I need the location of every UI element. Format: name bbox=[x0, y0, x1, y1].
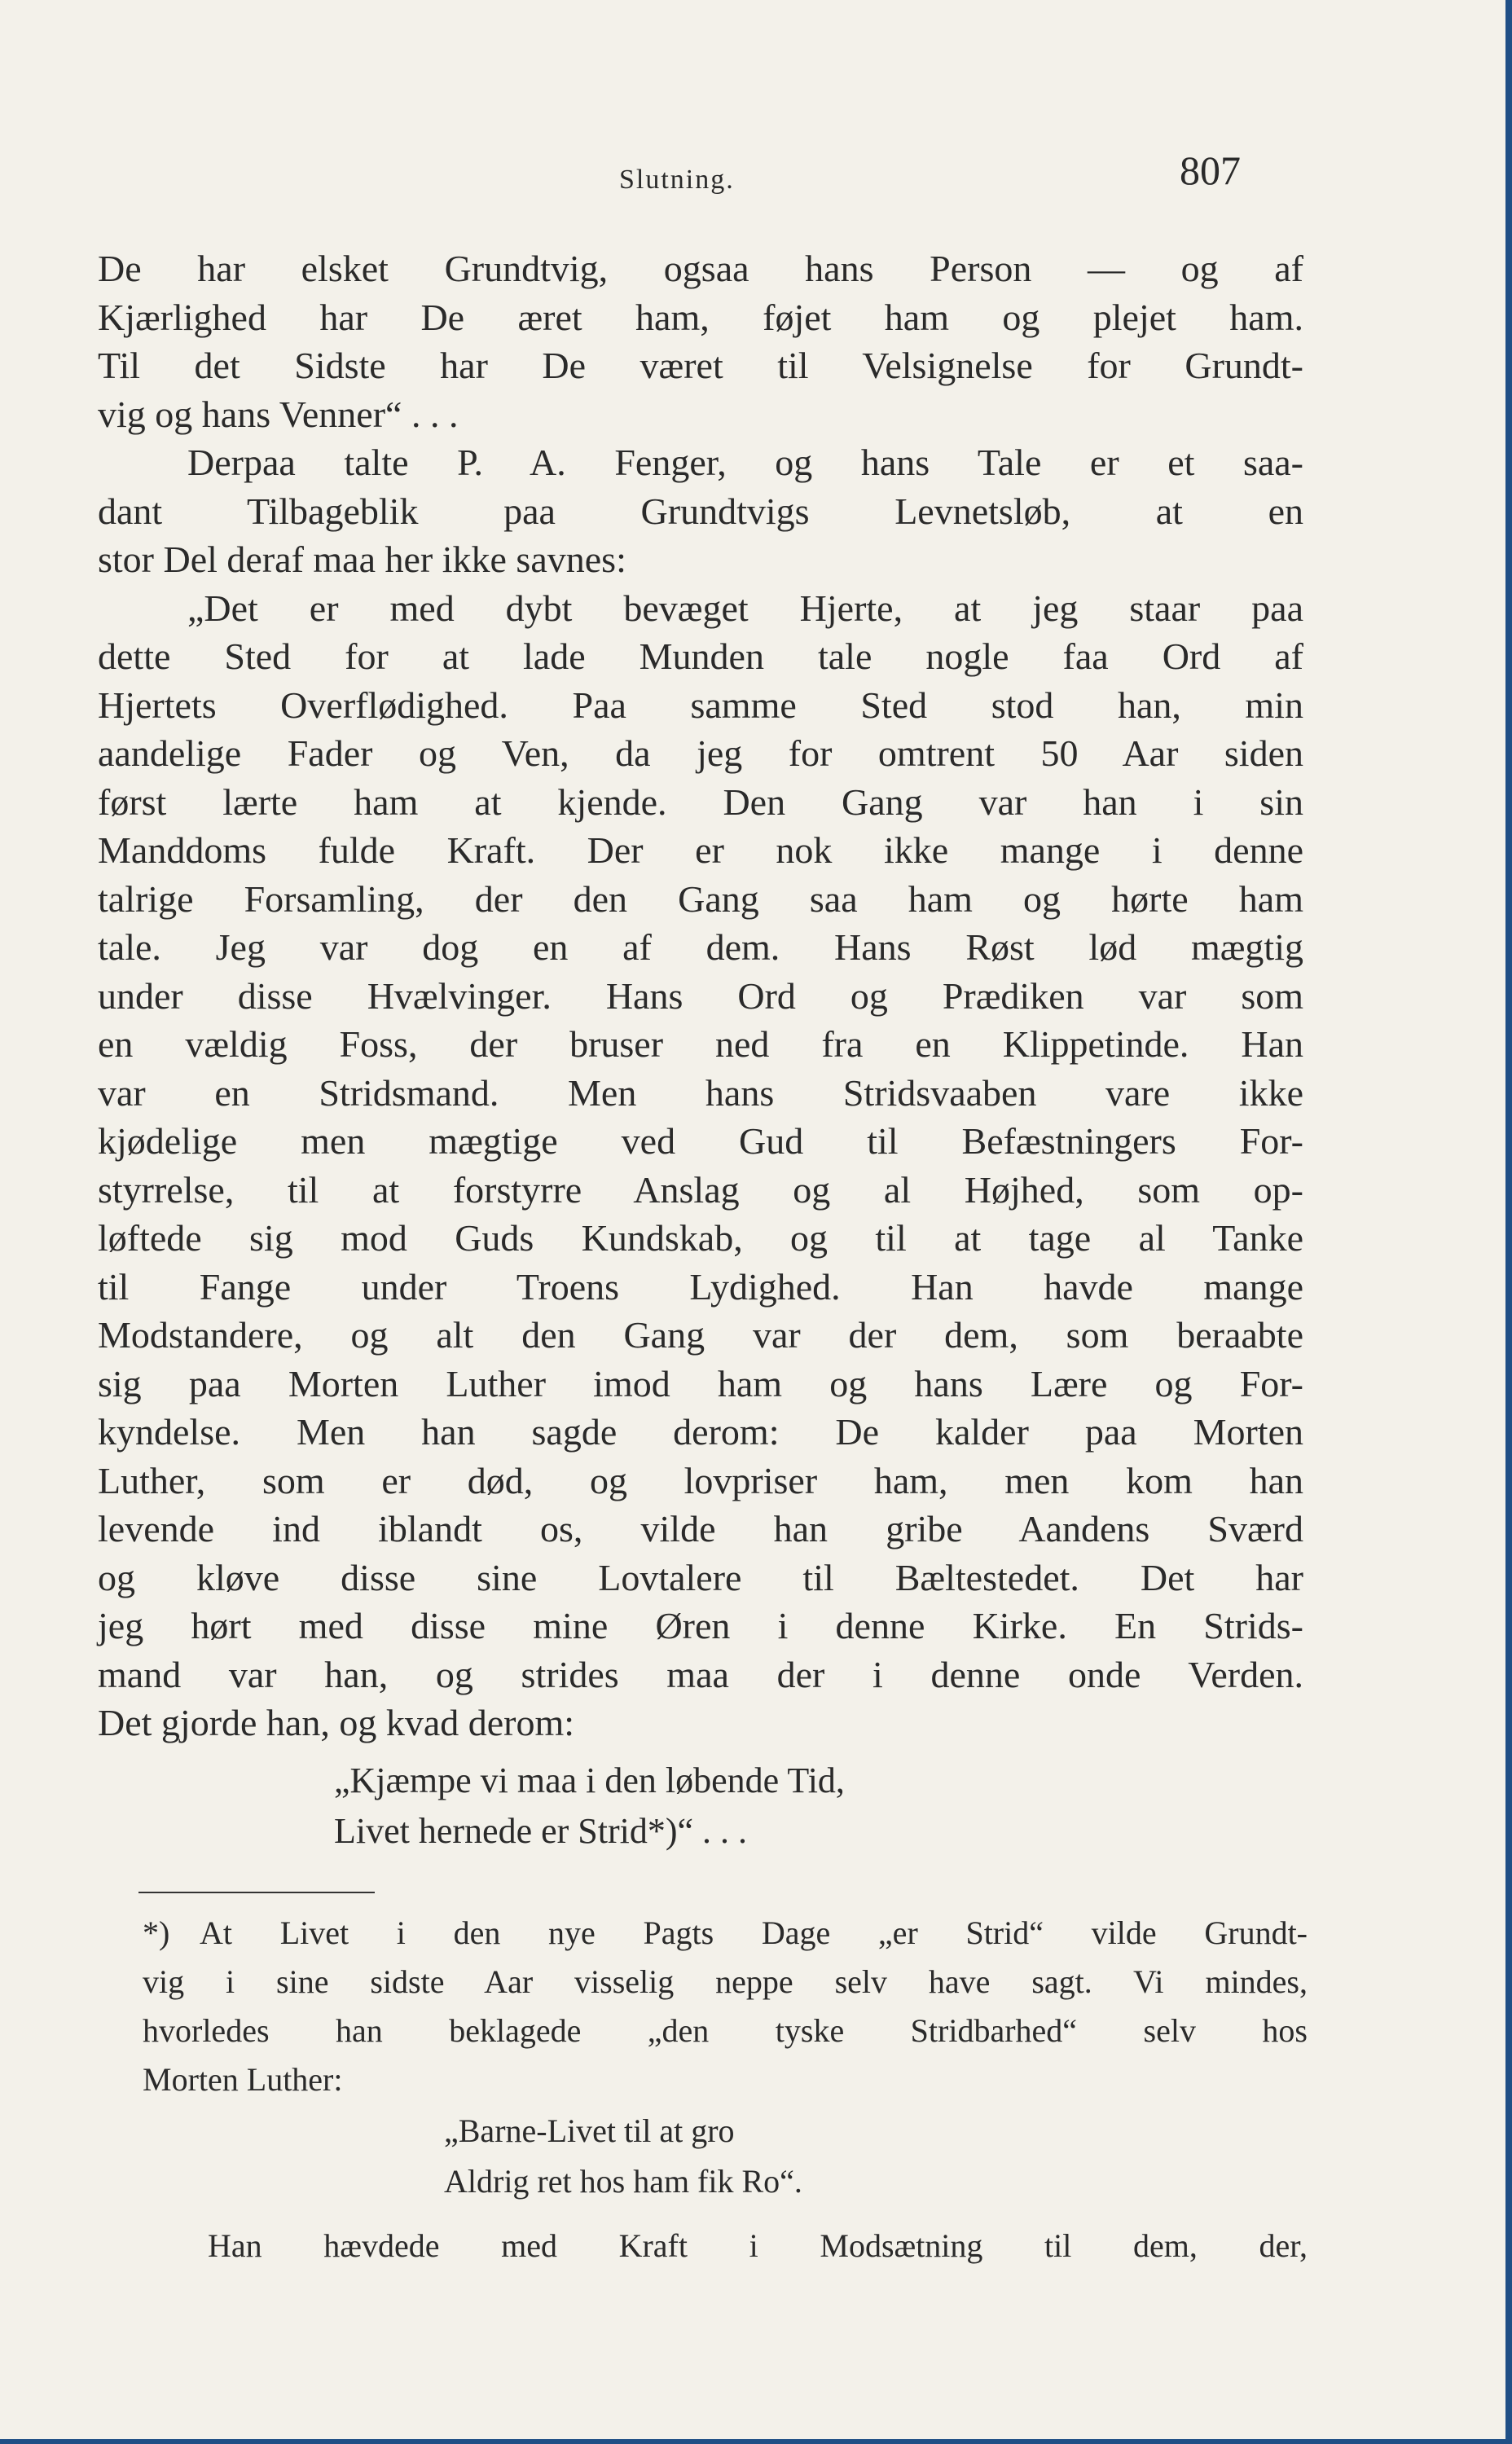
text-line: stor Del deraf maa her ikke savnes: bbox=[98, 538, 626, 580]
text-line: Manddoms fulde Kraft. Der er nok ikke mange i denne bbox=[98, 829, 1303, 871]
text-line: og kløve disse sine Lovtalere til Bæltestedet. Det har bbox=[98, 1556, 1303, 1598]
main-text bbox=[98, 244, 1303, 1747]
verse-line: „Barne-Livet til at gro bbox=[444, 2112, 735, 2149]
verse-line: Livet hernede er Strid*)“ . . . bbox=[334, 1811, 748, 1851]
footnote bbox=[143, 1909, 1308, 2104]
footnote-line bbox=[143, 1909, 1308, 1958]
text-line: var en Stridsmand. Men hans Stridsvaaben vare ikke bbox=[98, 1071, 1303, 1114]
text-line: kjødelige men mægtige ved Gud til Befæstningers For- bbox=[98, 1120, 1303, 1162]
footnote-line: vig i sine sidste Aar visselig neppe selv have sagt. Vi mindes, bbox=[143, 1963, 1308, 2000]
text-line: Hjertets Overflødighed. Paa samme Sted stod han, min bbox=[98, 684, 1303, 726]
text-line: Derpaa talte P. A. Fenger, og hans Tale er et saa- bbox=[187, 442, 1303, 483]
text-line: en vældig Foss, der bruser ned fra en Klippetinde. Han bbox=[98, 1023, 1303, 1065]
footnote-line: Morten Luther: bbox=[143, 2061, 343, 2098]
text-line: sig paa Morten Luther imod ham og hans Lære og For- bbox=[98, 1362, 1303, 1404]
verse-line: Aldrig ret hos ham fik Ro“. bbox=[444, 2163, 802, 2200]
footnote-divider bbox=[138, 1892, 375, 1893]
text-line: aandelige Fader og Ven, da jeg for omtrent 50 Aar siden bbox=[98, 732, 1303, 774]
text-line: talrige Forsamling, der den Gang saa ham og hørte ham bbox=[98, 877, 1303, 920]
text-line: De har elsket Grundtvig, ogsaa hans Person — og af bbox=[98, 248, 1303, 289]
text-line: Kjærlighed har De æret ham, føjet ham og plejet ham. bbox=[98, 296, 1303, 338]
text-line: løftede sig mod Guds Kundskab, og til at tage al Tanke bbox=[98, 1217, 1303, 1259]
text-line: under disse Hvælvinger. Hans Ord og Prædiken var som bbox=[98, 974, 1303, 1017]
text-line: „Det er med dybt bevæget Hjerte, at jeg staar paa bbox=[187, 587, 1303, 629]
text-line: mand var han, og strides maa der i denne onde Verden. bbox=[98, 1653, 1303, 1695]
text-line: tale. Jeg var dog en af dem. Hans Røst lød mægtig bbox=[98, 926, 1303, 968]
text-line: styrrelse, til at forstyrre Anslag og al Højhed, som op- bbox=[98, 1168, 1303, 1211]
footnote-line: hvorledes han beklagede „den tyske Stridbarhed“ selv hos bbox=[143, 2012, 1308, 2049]
text-line: dant Tilbageblik paa Grundtvigs Levnetsløb, at en bbox=[98, 490, 1303, 532]
running-title: Slutning. bbox=[619, 165, 735, 195]
footnote-text: At Livet i den nye Pagts Dage „er Strid“ vilde Grundt- bbox=[200, 1914, 1308, 1951]
text-line: til Fange under Troens Lydighed. Han havde mange bbox=[98, 1265, 1303, 1308]
quoted-verse bbox=[334, 1756, 845, 1857]
text-line: Til det Sidste har De været til Velsignelse for Grundt- bbox=[98, 345, 1303, 386]
footnote-marker: *) bbox=[143, 1914, 170, 1951]
text-line: dette Sted for at lade Munden tale nogle faa Ord af bbox=[98, 635, 1303, 677]
text-line: først lærte ham at kjende. Den Gang var han i sin bbox=[98, 780, 1303, 823]
text-line: Det gjorde han, og kvad derom: bbox=[98, 1702, 575, 1743]
text-line: vig og hans Venner“ . . . bbox=[98, 393, 459, 435]
text-line: jeg hørt med disse mine Øren i denne Kirke. En Strids- bbox=[98, 1605, 1303, 1646]
text-line: kyndelse. Men han sagde derom: De kalder paa Morten bbox=[98, 1411, 1303, 1453]
text-line: levende ind iblandt os, vilde han gribe Aandens Sværd bbox=[98, 1508, 1303, 1549]
verse-line: „Kjæmpe vi maa i den løbende Tid, bbox=[334, 1760, 845, 1800]
text-line: Luther, som er død, og lovpriser ham, men kom han bbox=[98, 1459, 1303, 1501]
text-line: Modstandere, og alt den Gang var der dem, som beraabte bbox=[98, 1314, 1303, 1356]
page-header bbox=[0, 147, 1505, 212]
page-number: 807 bbox=[1180, 147, 1241, 193]
footnote-verse bbox=[444, 2106, 802, 2207]
footnote-closing-line: Han hævdede med Kraft i Modsætning til dem, der, bbox=[208, 2227, 1308, 2264]
